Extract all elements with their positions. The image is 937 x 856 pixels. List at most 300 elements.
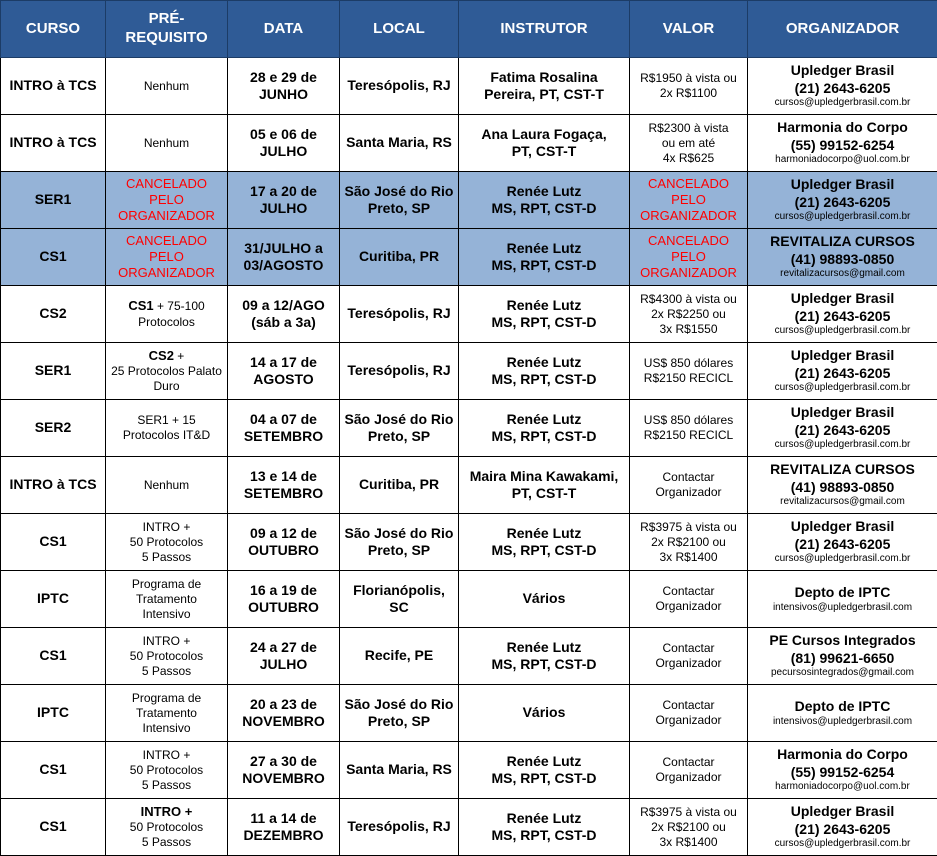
data-line: 03/AGOSTO: [243, 257, 324, 273]
data-cell: [228, 799, 340, 856]
valor-line: R$2300 à vista: [648, 120, 729, 135]
header-local: LOCAL: [340, 1, 459, 58]
organizador-phone: (55) 99152-6254: [790, 763, 895, 780]
instrutor-line: Renée Lutz: [506, 752, 582, 769]
data-line: 09 a 12 de: [250, 524, 317, 541]
curso-cell: CS1: [1, 742, 106, 799]
data-line: (sáb a 3a): [251, 314, 316, 330]
instrutor-cell: [459, 571, 630, 628]
organizador-cell: [748, 457, 937, 514]
valor-line: 2x R$2100 ou: [651, 819, 726, 834]
table-row: [1, 400, 937, 457]
data-cell: [228, 343, 340, 400]
pre-requisito-bold: CS2: [148, 347, 174, 363]
instrutor-cell: [459, 628, 630, 685]
data-line: 27 a 30 de: [250, 752, 317, 769]
organizador-cell: [748, 400, 937, 457]
data-line: 13 e 14 de: [250, 467, 317, 484]
organizador-phone: (21) 2643-6205: [794, 193, 891, 210]
pre-requisito-cell: [106, 286, 228, 343]
local-line: São José do Rio: [344, 182, 454, 199]
pre-requisito-line: 25 Protocolos Palato: [111, 364, 222, 379]
instrutor-cell: [459, 172, 630, 229]
local-cell: [340, 628, 459, 685]
organizador-name: Upledger Brasil: [790, 290, 895, 307]
local-line: Preto, SP: [367, 713, 431, 729]
instrutor-line: MS, RPT, CST-D: [491, 770, 597, 786]
data-cell: [228, 115, 340, 172]
organizador-email: harmoniadocorpo@uol.com.br: [775, 154, 910, 166]
pre-requisito-cell: [106, 172, 228, 229]
valor-line: CANCELADO: [648, 232, 729, 248]
pre-requisito-line: 50 Protocolos: [129, 534, 204, 549]
data-cell: [228, 628, 340, 685]
data-line: 09 a 12/AGO: [242, 296, 325, 313]
curso-cell: IPTC: [1, 685, 106, 742]
valor-line: R$2150 RECICL: [643, 371, 734, 385]
organizador-email: harmoniadocorpo@uol.com.br: [775, 781, 910, 793]
valor-line: Organizador: [655, 656, 722, 670]
local-line: Teresópolis, RJ: [347, 362, 451, 379]
local-line: Teresópolis, RJ: [347, 818, 451, 835]
table-row: [1, 286, 937, 343]
header-organizador: ORGANIZADOR: [748, 1, 937, 58]
pre-requisito-line: Intensivo: [142, 606, 191, 621]
pre-requisito-cell: [106, 58, 228, 115]
organizador-name: REVITALIZA CURSOS: [770, 233, 915, 250]
local-cell: [340, 229, 459, 286]
pre-requisito-line: 50 Protocolos: [129, 762, 204, 777]
valor-line: 2x R$2100 ou: [651, 534, 726, 549]
local-line: Curitiba, PR: [358, 248, 440, 265]
table-body: [1, 58, 937, 856]
header-valor: VALOR: [630, 1, 748, 58]
organizador-email: cursos@upledgerbrasil.com.br: [774, 97, 911, 109]
pre-requisito-line: Programa de: [131, 690, 202, 705]
pre-requisito-line: INTRO +: [142, 519, 191, 534]
valor-line: PELO: [671, 191, 706, 207]
instrutor-line: MS, RPT, CST-D: [491, 257, 597, 273]
valor-cell: [630, 571, 748, 628]
curso-cell: INTRO à TCS: [1, 457, 106, 514]
organizador-email: cursos@upledgerbrasil.com.br: [774, 382, 911, 394]
table-row: [1, 58, 937, 115]
valor-line: ou em até: [661, 135, 716, 150]
instrutor-line: Renée Lutz: [506, 638, 582, 655]
instrutor-line: MS, RPT, CST-D: [491, 428, 597, 444]
local-line: São José do Rio: [344, 410, 454, 427]
pre-requisito-cell: [106, 229, 228, 286]
valor-cell: [630, 229, 748, 286]
local-cell: [340, 457, 459, 514]
instrutor-line: MS, RPT, CST-D: [491, 371, 597, 387]
pre-requisito-line: INTRO +: [142, 633, 191, 648]
pre-requisito-cell: [106, 628, 228, 685]
data-line: JULHO: [259, 656, 308, 672]
valor-line: R$3975 à vista ou: [640, 804, 737, 819]
instrutor-line: MS, RPT, CST-D: [491, 656, 597, 672]
curso-cell: IPTC: [1, 571, 106, 628]
instrutor-cell: [459, 742, 630, 799]
header-instrutor: INSTRUTOR: [459, 1, 630, 58]
organizador-cell: [748, 115, 937, 172]
instrutor-line: Maira Mina Kawakami,: [469, 467, 619, 484]
organizador-name: Harmonia do Corpo: [777, 746, 908, 763]
valor-line: ORGANIZADOR: [640, 208, 737, 224]
instrutor-line: MS, RPT, CST-D: [491, 827, 597, 843]
instrutor-line: MS, RPT, CST-D: [491, 542, 597, 558]
local-line: Preto, SP: [367, 200, 431, 216]
local-line: Santa Maria, RS: [346, 761, 452, 778]
organizador-email: cursos@upledgerbrasil.com.br: [774, 553, 911, 565]
organizador-phone: (21) 2643-6205: [794, 79, 891, 96]
data-cell: [228, 286, 340, 343]
organizador-email: cursos@upledgerbrasil.com.br: [774, 439, 911, 451]
valor-cell: [630, 115, 748, 172]
instrutor-cell: [459, 685, 630, 742]
data-line: SETEMBRO: [243, 428, 324, 444]
valor-cell: [630, 172, 748, 229]
instrutor-line: Renée Lutz: [506, 239, 582, 256]
valor-line: Organizador: [655, 713, 722, 727]
data-cell: [228, 685, 340, 742]
instrutor-line: Vários: [522, 590, 566, 607]
valor-line: R$2150 RECICL: [643, 428, 734, 442]
organizador-email: intensivos@upledgerbrasil.com: [772, 601, 913, 613]
organizador-name: Harmonia do Corpo: [777, 119, 908, 136]
valor-line: Contactar: [662, 470, 715, 484]
table-row: [1, 457, 937, 514]
valor-cell: [630, 628, 748, 685]
curso-cell: SER1: [1, 172, 106, 229]
pre-requisito-line: ORGANIZADOR: [118, 265, 215, 281]
valor-cell: [630, 799, 748, 856]
data-line: 05 e 06 de: [250, 125, 317, 142]
organizador-cell: [748, 571, 937, 628]
local-cell: [340, 571, 459, 628]
valor-line: Contactar: [662, 698, 715, 712]
organizador-email: cursos@upledgerbrasil.com.br: [774, 211, 911, 223]
instrutor-line: Vários: [522, 704, 566, 721]
instrutor-cell: [459, 514, 630, 571]
data-line: 11 a 14 de: [250, 809, 317, 826]
data-cell: [228, 514, 340, 571]
instrutor-line: Renée Lutz: [506, 353, 582, 370]
organizador-name: Upledger Brasil: [790, 62, 895, 79]
organizador-email: cursos@upledgerbrasil.com.br: [774, 325, 911, 337]
curso-cell: CS1: [1, 628, 106, 685]
pre-requisito-line: PELO: [149, 248, 184, 264]
organizador-phone: (55) 99152-6254: [790, 136, 895, 153]
instrutor-line: Renée Lutz: [506, 809, 582, 826]
curso-cell: CS1: [1, 799, 106, 856]
curso-cell: INTRO à TCS: [1, 115, 106, 172]
data-line: JULHO: [259, 143, 308, 159]
curso-cell: SER1: [1, 343, 106, 400]
valor-line: 2x R$2250 ou: [651, 306, 726, 321]
header-curso: CURSO: [1, 1, 106, 58]
pre-requisito-line: ORGANIZADOR: [118, 208, 215, 224]
organizador-name: Depto de IPTC: [794, 698, 891, 714]
valor-line: R$1950 à vista ou: [640, 71, 737, 85]
valor-line: Contactar: [662, 641, 715, 655]
data-line: DEZEMBRO: [243, 827, 324, 843]
valor-line: ORGANIZADOR: [640, 265, 737, 281]
table-row: [1, 172, 937, 229]
pre-requisito-cell: [106, 343, 228, 400]
organizador-email: revitalizacursos@gmail.com: [780, 268, 905, 280]
valor-cell: [630, 400, 748, 457]
pre-requisito-line: Tratamento: [136, 705, 197, 720]
valor-line: PELO: [671, 248, 706, 264]
pre-requisito-line: CANCELADO: [126, 175, 207, 191]
valor-line: 3x R$1550: [659, 321, 718, 336]
organizador-phone: (81) 99621-6650: [790, 649, 895, 666]
valor-cell: [630, 286, 748, 343]
pre-requisito-line: 50 Protocolos: [129, 648, 204, 663]
local-line: SC: [389, 599, 409, 615]
local-line: Florianópolis,: [353, 581, 445, 598]
data-cell: [228, 58, 340, 115]
data-cell: [228, 400, 340, 457]
table-row: [1, 742, 937, 799]
organizador-name: Upledger Brasil: [790, 347, 895, 364]
table-row: [1, 685, 937, 742]
pre-requisito-line: 5 Passos: [141, 663, 192, 678]
table-row: [1, 628, 937, 685]
valor-line: 4x R$625: [662, 150, 715, 165]
data-line: 17 a 20 de: [250, 182, 317, 199]
organizador-name: Upledger Brasil: [790, 518, 895, 535]
local-line: Teresópolis, RJ: [347, 77, 451, 94]
pre-requisito-cell: [106, 115, 228, 172]
pre-requisito-line: 5 Passos: [141, 835, 192, 850]
valor-cell: [630, 514, 748, 571]
pre-requisito-cell: [106, 457, 228, 514]
pre-requisito-line: Protocolos: [138, 314, 195, 329]
curso-cell: SER2: [1, 400, 106, 457]
instrutor-cell: [459, 58, 630, 115]
organizador-cell: [748, 229, 937, 286]
local-line: São José do Rio: [344, 695, 454, 712]
pre-requisito-line: CS2 +: [148, 347, 185, 363]
pre-requisito-line: INTRO +: [142, 747, 191, 762]
local-cell: [340, 685, 459, 742]
instrutor-line: MS, RPT, CST-D: [491, 200, 597, 216]
organizador-cell: [748, 286, 937, 343]
instrutor-cell: [459, 286, 630, 343]
data-line: JULHO: [259, 200, 308, 216]
data-cell: [228, 229, 340, 286]
data-line: 24 a 27 de: [250, 638, 317, 655]
instrutor-line: PT, CST-T: [511, 143, 577, 159]
local-cell: [340, 514, 459, 571]
pre-requisito-line: [108, 804, 225, 820]
pre-requisito-bold: INTRO +: [140, 803, 193, 819]
data-line: OUTUBRO: [248, 599, 319, 615]
data-line: 20 a 23 de: [250, 695, 317, 712]
valor-line: 2x R$1100: [659, 86, 718, 100]
pre-requisito-line: SER1 + 15: [137, 413, 196, 427]
organizador-phone: (21) 2643-6205: [794, 307, 891, 324]
local-line: Preto, SP: [367, 428, 431, 444]
instrutor-line: Renée Lutz: [506, 524, 582, 541]
local-cell: [340, 343, 459, 400]
instrutor-line: Renée Lutz: [506, 296, 582, 313]
data-cell: [228, 457, 340, 514]
organizador-cell: [748, 343, 937, 400]
pre-requisito-cell: [106, 400, 228, 457]
instrutor-line: PT, CST-T: [511, 485, 577, 501]
data-line: NOVEMBRO: [242, 770, 325, 786]
table-row: [1, 799, 937, 856]
organizador-phone: (21) 2643-6205: [794, 364, 891, 381]
table-row: [1, 229, 937, 286]
pre-requisito-cell: [106, 685, 228, 742]
organizador-name: REVITALIZA CURSOS: [770, 461, 915, 478]
organizador-cell: [748, 799, 937, 856]
pre-requisito-line: Programa de: [131, 576, 202, 591]
data-cell: [228, 172, 340, 229]
valor-line: R$3975 à vista ou: [640, 519, 737, 534]
instrutor-cell: [459, 115, 630, 172]
valor-line: Contactar: [662, 755, 715, 769]
local-line: São José do Rio: [344, 524, 454, 541]
organizador-name: Upledger Brasil: [790, 176, 895, 193]
local-cell: [340, 58, 459, 115]
pre-requisito-cell: [106, 514, 228, 571]
valor-cell: [630, 343, 748, 400]
table-row: [1, 571, 937, 628]
local-cell: [340, 115, 459, 172]
valor-line: Organizador: [655, 485, 722, 499]
organizador-name: Upledger Brasil: [790, 404, 895, 421]
pre-requisito-line: 5 Passos: [141, 777, 192, 792]
organizador-phone: (41) 98893-0850: [790, 250, 895, 267]
data-line: 28 e 29 de: [250, 68, 317, 85]
instrutor-line: Fatima Rosalina: [490, 68, 598, 85]
header-pre-requisito: [106, 1, 228, 58]
pre-requisito-line: Duro: [153, 379, 180, 394]
data-line: SETEMBRO: [243, 485, 324, 501]
organizador-cell: [748, 628, 937, 685]
valor-line: Contactar: [662, 584, 715, 598]
valor-line: 3x R$1400: [659, 549, 718, 564]
data-line: 16 a 19 de: [250, 581, 317, 598]
pre-requisito-cell: [106, 799, 228, 856]
header-pre-line-1: PRÉ-: [148, 10, 185, 28]
table-row: [1, 514, 937, 571]
organizador-cell: [748, 514, 937, 571]
organizador-phone: (21) 2643-6205: [794, 535, 891, 552]
curso-cell: CS2: [1, 286, 106, 343]
curso-cell: CS1: [1, 514, 106, 571]
valor-cell: [630, 742, 748, 799]
organizador-cell: [748, 58, 937, 115]
valor-line: Organizador: [655, 599, 722, 613]
pre-requisito-line: Nenhum: [143, 78, 190, 93]
valor-line: 3x R$1400: [659, 834, 718, 849]
valor-cell: [630, 58, 748, 115]
organizador-name: Depto de IPTC: [794, 584, 891, 600]
pre-requisito-line: Nenhum: [143, 477, 190, 492]
local-cell: [340, 286, 459, 343]
data-line: 04 a 07 de: [250, 410, 317, 427]
instrutor-line: MS, RPT, CST-D: [491, 314, 597, 330]
header-pre-line-2: REQUISITO: [125, 29, 208, 46]
instrutor-line: Pereira, PT, CST-T: [484, 86, 604, 102]
valor-line: R$4300 à vista ou: [640, 291, 737, 306]
organizador-name: Upledger Brasil: [790, 803, 895, 820]
pre-requisito-line: Intensivo: [142, 720, 191, 735]
data-line: AGOSTO: [253, 371, 314, 387]
pre-requisito-line: CS1 + 75-100: [128, 298, 205, 314]
pre-requisito-line: PELO: [149, 191, 184, 207]
instrutor-line: Renée Lutz: [506, 182, 582, 199]
local-cell: [340, 742, 459, 799]
organizador-name: PE Cursos Integrados: [769, 632, 916, 649]
instrutor-cell: [459, 799, 630, 856]
pre-requisito-bold: CS1: [128, 298, 154, 314]
instrutor-cell: [459, 343, 630, 400]
table-row: [1, 343, 937, 400]
organizador-cell: [748, 742, 937, 799]
valor-line: US$ 850 dólares: [643, 413, 734, 427]
data-line: NOVEMBRO: [242, 713, 325, 729]
local-line: Santa Maria, RS: [346, 134, 452, 151]
data-cell: [228, 571, 340, 628]
organizador-cell: [748, 172, 937, 229]
organizador-email: revitalizacursos@gmail.com: [780, 496, 905, 508]
organizador-email: intensivos@upledgerbrasil.com: [772, 715, 913, 727]
organizador-phone: (41) 98893-0850: [790, 478, 895, 495]
organizador-cell: [748, 685, 937, 742]
data-line: 31/JULHO a: [244, 239, 323, 256]
data-line: OUTUBRO: [248, 542, 319, 558]
pre-requisito-cell: [106, 742, 228, 799]
instrutor-line: Renée Lutz: [506, 410, 582, 427]
header-row: [1, 1, 937, 58]
organizador-email: cursos@upledgerbrasil.com.br: [774, 838, 911, 850]
instrutor-cell: [459, 457, 630, 514]
valor-cell: [630, 457, 748, 514]
local-line: Teresópolis, RJ: [347, 305, 451, 322]
local-cell: [340, 400, 459, 457]
local-line: Curitiba, PR: [358, 476, 440, 493]
pre-requisito-line: 50 Protocolos: [129, 820, 204, 835]
pre-requisito-line: Tratamento: [136, 591, 197, 606]
instrutor-line: Ana Laura Fogaça,: [481, 125, 607, 142]
curso-cell: INTRO à TCS: [1, 58, 106, 115]
valor-line: Organizador: [655, 770, 722, 784]
data-line: JUNHO: [258, 86, 308, 102]
local-cell: [340, 799, 459, 856]
pre-requisito-line: CANCELADO: [126, 232, 207, 248]
data-cell: [228, 742, 340, 799]
curso-cell: CS1: [1, 229, 106, 286]
valor-cell: [630, 685, 748, 742]
instrutor-cell: [459, 229, 630, 286]
instrutor-cell: [459, 400, 630, 457]
valor-line: US$ 850 dólares: [643, 356, 734, 370]
organizador-email: pecursosintegrados@gmail.com: [771, 667, 914, 679]
pre-requisito-cell: [106, 571, 228, 628]
local-cell: [340, 172, 459, 229]
local-line: Preto, SP: [367, 542, 431, 558]
local-line: Recife, PE: [364, 647, 434, 664]
organizador-phone: (21) 2643-6205: [794, 421, 891, 438]
organizador-phone: (21) 2643-6205: [794, 820, 891, 837]
